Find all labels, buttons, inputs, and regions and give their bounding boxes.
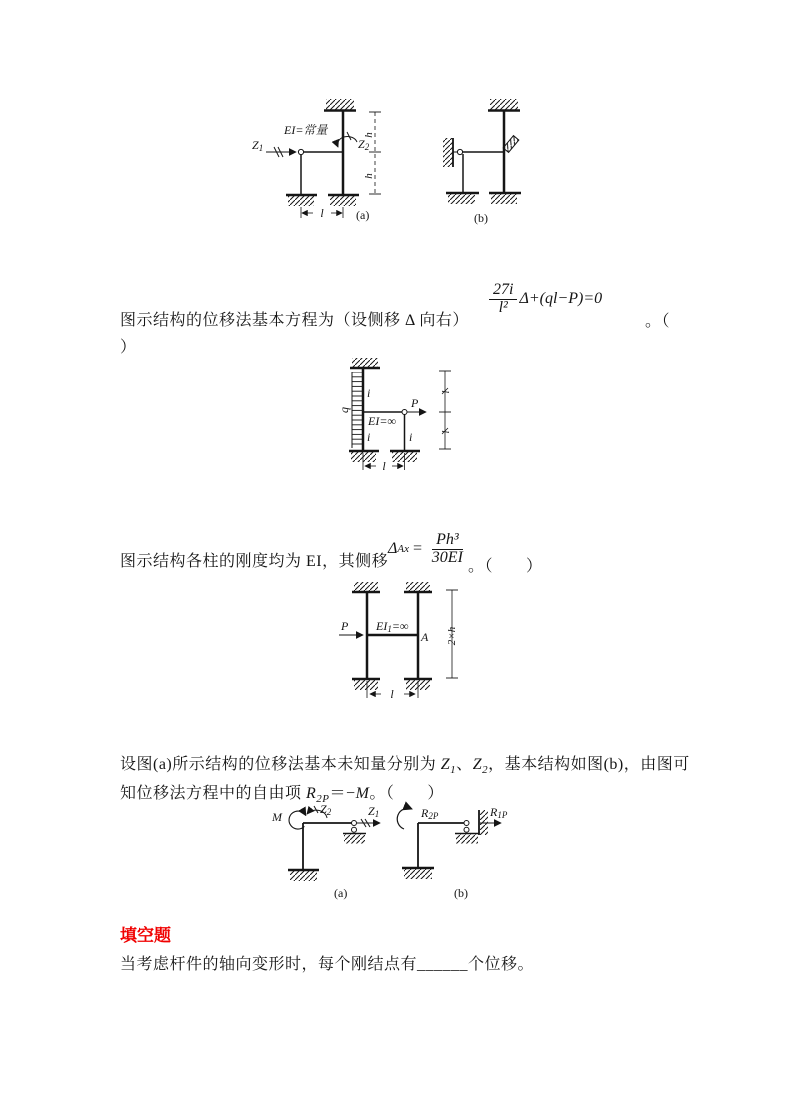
q2-formula: Δ Ax = $\frac{\text{Ph³}}{30EI}$ xyxy=(388,532,469,567)
q3-line1: 设图(a)所示结构的位移法基本未知量分别为 $Z_1$、$Z_2$，基本结构如图(b)，由图可 xyxy=(120,756,690,776)
r1p-label: R1P xyxy=(490,805,508,820)
figure3-rigid-beam-frame-diagram xyxy=(290,578,515,703)
figure2-loaded-frame-diagram xyxy=(330,356,465,481)
h-dim-label: h xyxy=(363,132,375,138)
support-hatch xyxy=(351,452,376,462)
joint xyxy=(402,410,407,415)
z2-label: Z2 xyxy=(358,137,370,152)
frame-a xyxy=(266,99,381,218)
wall-support-hatch xyxy=(443,138,453,167)
fixed-support-hatch xyxy=(352,358,378,368)
fraction: $\frac{27i}{\text{l²}}$ xyxy=(489,282,517,317)
fixed-support-hatch xyxy=(406,582,430,592)
frame-a xyxy=(288,806,380,881)
q1-formula xyxy=(487,282,602,317)
figure4-basic-system-diagram xyxy=(262,798,547,903)
fraction: $\frac{\text{Ph³}}{30EI}$ xyxy=(431,531,463,566)
q2-text: 图示结构各柱的刚度均为 EI，其侧移 xyxy=(120,553,389,570)
p-force-label: P xyxy=(411,396,419,410)
support-hatch xyxy=(448,194,475,204)
height-dim-label: 2×h xyxy=(446,626,458,646)
hinge xyxy=(298,149,303,154)
added-rotation-restraint xyxy=(503,136,519,153)
figure-a-label: (a) xyxy=(334,886,348,900)
fixed-support-hatch xyxy=(354,582,378,592)
fill-in-heading: 填空题 xyxy=(120,926,171,945)
r2p-label: R2P xyxy=(421,806,439,821)
q1-text: 图示结构的位移法基本方程为（设侧移 Δ 向右） xyxy=(120,312,469,329)
figure1-frames-diagram xyxy=(240,95,540,230)
l-dim-label: l xyxy=(440,430,452,434)
z2-label: Z2 xyxy=(320,802,332,817)
roller xyxy=(464,827,469,832)
figure-a-label: (a) xyxy=(356,208,370,222)
support-hatch xyxy=(288,196,314,206)
q1-close-paren: ） xyxy=(120,339,137,356)
support-hatch xyxy=(354,680,378,690)
hinge xyxy=(464,821,469,826)
i-stiffness-label: i xyxy=(409,430,413,444)
support-hatch xyxy=(344,835,365,844)
z2-rotation-arrow xyxy=(337,136,357,147)
fixed-support-hatch xyxy=(326,99,354,110)
l-dim-label: l xyxy=(320,206,324,220)
support-hatch xyxy=(491,194,517,204)
q1-expression: Δ+(ql−P)=0 xyxy=(519,290,603,308)
q2-tail: 。（ ） xyxy=(468,558,543,575)
i-stiffness-label: i xyxy=(367,386,371,400)
z1-label: Z1 xyxy=(252,138,264,153)
ei1-infinity-label: EI1=∞ xyxy=(376,619,409,634)
q-load-label: q xyxy=(337,407,351,413)
frame-b xyxy=(397,808,501,879)
l-dim-label: l xyxy=(440,390,452,394)
support-hatch xyxy=(290,871,317,881)
i-stiffness-label: i xyxy=(367,430,371,444)
point-a-label: A xyxy=(421,630,429,644)
m-moment-label: M xyxy=(272,810,282,824)
l-dim-label: l xyxy=(390,687,394,701)
figure-b-label: (b) xyxy=(474,211,488,225)
support-hatch xyxy=(404,869,432,879)
h-dim-label: h xyxy=(363,173,375,179)
r2p-rotation-arrow xyxy=(397,808,412,829)
fill-in-question: 当考虑杆件的轴向变形时，每个刚结点有______个位移。 xyxy=(120,956,535,973)
q1-tail: 。（ xyxy=(645,313,671,330)
p-force-label: P xyxy=(341,619,349,633)
l-dim-label: l xyxy=(382,459,386,473)
roller xyxy=(352,827,357,832)
support-hatch xyxy=(330,196,356,206)
distributed-load xyxy=(352,372,362,448)
frame-b xyxy=(443,99,521,204)
z1-label: Z1 xyxy=(368,804,380,819)
hinge xyxy=(352,821,357,826)
support-hatch xyxy=(456,835,478,844)
figure-b-label: (b) xyxy=(454,886,468,900)
q3-line2: 知位移法方程中的自由项 $R_{2P}=-M$。（ ） xyxy=(120,785,444,805)
ei-infinity-label: EI=∞ xyxy=(368,414,396,428)
hinge xyxy=(457,149,462,154)
delta-symbol: Δ xyxy=(388,540,398,558)
ei-constant-label: EI=常量 xyxy=(284,123,328,137)
fixed-support-hatch xyxy=(490,99,518,110)
